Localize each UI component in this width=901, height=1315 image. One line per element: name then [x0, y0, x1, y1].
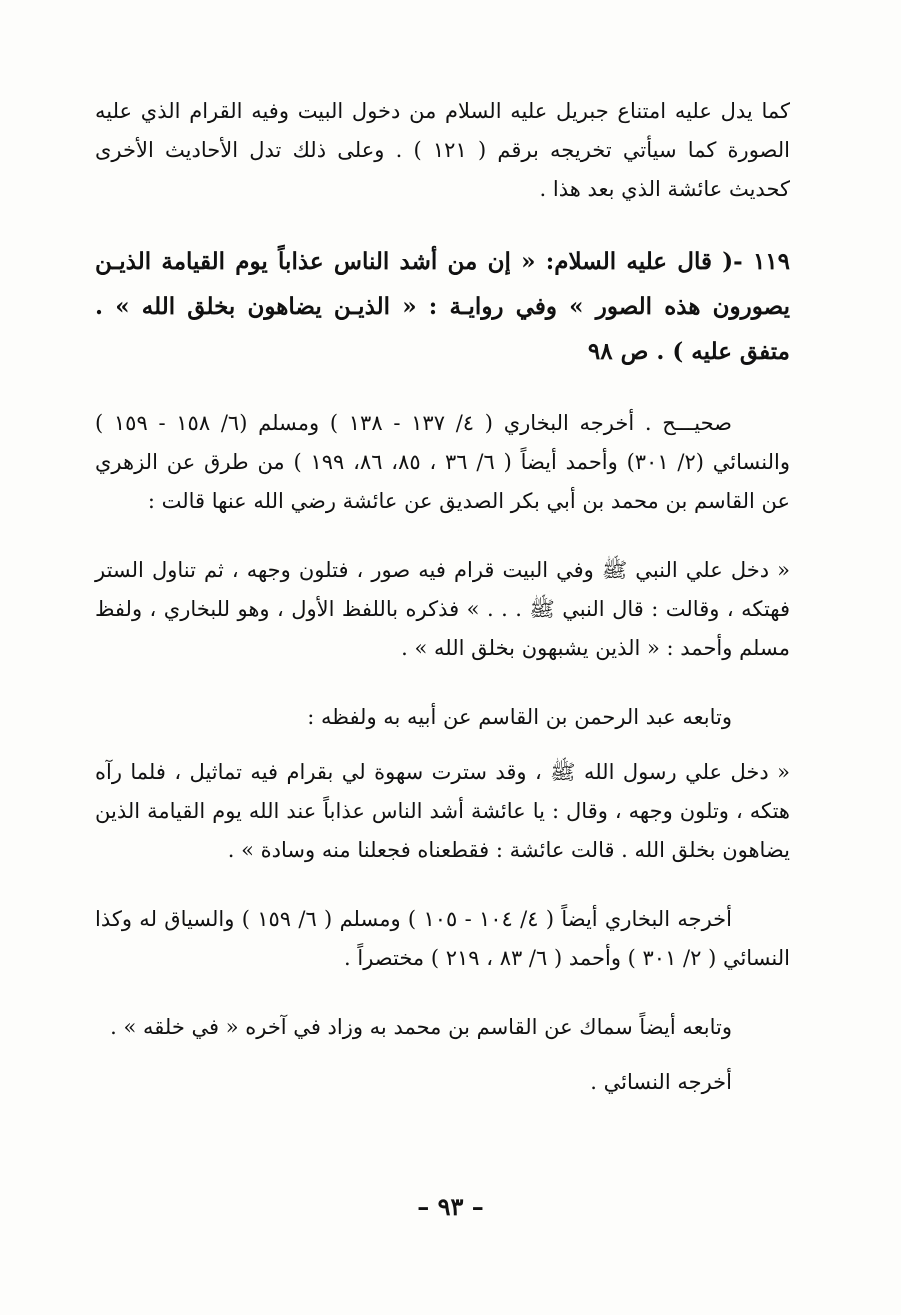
paragraph-quote-2: « دخل علي رسول الله ﷺ ، وقد سترت سهوة لي بقرام فيه تماثيل ، فلما رآه هتكه ، وتلون وجهه ، وقال : يا عائشة أشد الناس عذاباً عند الله يوم القيامة الذين يضاهون بخلق الله . قالت عائشة : فقطعناه فجعلنا منه وسادة » . [95, 760, 790, 862]
hadith-119: ١١٩ -( قال عليه السلام: « إن من أشد الناس عذاباً يوم القيامة الذيـن يصورون هذه الصور » وفي روايـة : « الذيـن يضاهون بخلق الله » . متفق عليه ) . ص ٩٨ [95, 248, 790, 365]
paragraph-takhrij-3: أخرجه النسائي . [590, 1070, 732, 1094]
text-column [95, 92, 790, 1132]
paragraph-takhrij: صحيـــح . أخرجه البخاري ( ٤/ ١٣٧ - ١٣٨ ) ومسلم (٦/ ١٥٨ - ١٥٩ ) والنسائي (٢/ ٣٠١) وأحمد أيضاً ( ٦/ ٣٦ ، ٨٥، ٨٦، ١٩٩ ) من طرق عن الزهري عن القاسم بن محمد بن أبي بكر الصديق عن عائشة رضي الله عنها قالت : [95, 411, 790, 513]
paragraph-quote-1: « دخل علي النبي ﷺ وفي البيت قرام فيه صور ، فتلون وجهه ، ثم تناول الستر فهتكه ، وقالت : قال النبي ﷺ . . . » فذكره باللفظ الأول ، وهو للبخاري ، ولفظ مسلم وأحمد : « الذين يشبهون بخلق الله » . [95, 558, 790, 660]
paragraph-intro: كما يدل عليه امتناع جبريل عليه السلام من دخول البيت وفيه القرام الذي عليه الصورة كما سيأتي تخريجه برقم ( ١٢١ ) . وعلى ذلك تدل الأحاديث الأخرى كحديث عائشة الذي بعد هذا . [95, 99, 790, 201]
page-number: – ٩٣ – [417, 1192, 484, 1221]
paragraph-mutaba-1: وتابعه عبد الرحمن بن القاسم عن أبيه به ولفظه : [307, 705, 732, 729]
paragraph-takhrij-2: أخرجه البخاري أيضاً ( ٤/ ١٠٤ - ١٠٥ ) ومسلم ( ٦/ ١٥٩ ) والسياق له وكذا النسائي ( ٢/ ٣٠١ ) وأحمد ( ٦/ ٨٣ ، ٢١٩ ) مختصراً . [95, 907, 790, 970]
paragraph-mutaba-2: وتابعه أيضاً سماك عن القاسم بن محمد به وزاد في آخره « في خلقه » . [110, 1015, 732, 1039]
